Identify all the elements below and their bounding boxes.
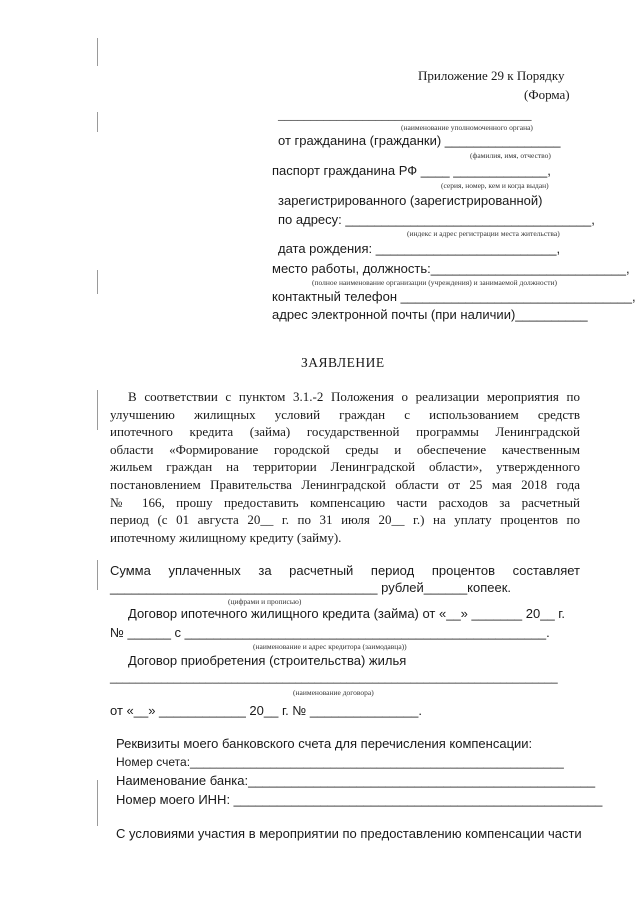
purchase-contract-label: Договор приобретения (строительства) жилья bbox=[128, 653, 407, 668]
passport-note: (серия, номер, кем и когда выдан) bbox=[441, 181, 549, 190]
scan-edge-mark bbox=[97, 780, 98, 826]
passport-field[interactable]: паспорт гражданина РФ ____ _____________, bbox=[272, 163, 551, 178]
body-line: улучшению жилищных условий граждан с использованием средств bbox=[110, 406, 580, 422]
mortgage-note: (наименование и адрес кредитора (заимодавца)) bbox=[253, 642, 407, 651]
scan-edge-mark bbox=[97, 390, 98, 430]
application-body bbox=[110, 388, 580, 546]
workplace-note: (полное наименование организации (учреждения) и занимаемой должности) bbox=[312, 278, 557, 287]
workplace-field[interactable]: место работы, должность:___________________________, bbox=[272, 261, 630, 276]
sum-note: (цифрами и прописью) bbox=[228, 597, 302, 606]
applicant-name-note: (фамилия, имя, отчество) bbox=[470, 151, 551, 160]
sum-line: Сумма уплаченных за расчетный период процентов составляет bbox=[110, 563, 580, 578]
body-line: № 166, прошу предоставить компенсацию части расходов за расчетный bbox=[110, 494, 580, 510]
scan-edge-mark bbox=[97, 270, 98, 294]
account-number-field[interactable]: Номер счета:________________________________________________________ bbox=[116, 755, 564, 769]
address-field[interactable]: по адресу: __________________________________, bbox=[278, 212, 595, 227]
bank-name-field[interactable]: Наименование банка:________________________________________________ bbox=[116, 773, 596, 788]
purchase-date-field[interactable]: от «__» ____________ 20__ г. № _______________. bbox=[110, 703, 422, 718]
body-line: период (с 01 августа 20__ г. по 31 июля 20__ г.) на уплату процентов по bbox=[110, 512, 580, 528]
inn-field[interactable]: Номер моего ИНН: ___________________________________________________ bbox=[116, 792, 603, 807]
body-line: постановлением Правительства Ленинградской области от 25 мая 2018 года bbox=[110, 476, 580, 492]
body-line: жильем граждан на территории Ленинградской области», утвержденного bbox=[110, 459, 580, 475]
address-note: (индекс и адрес регистрации места жительства) bbox=[407, 229, 560, 238]
mortgage-contract-field[interactable]: Договор ипотечного жилищного кредита (займа) от «__» _______ 20__ г. bbox=[128, 606, 566, 621]
body-line: В соответствии с пунктом 3.1.-2 Положения о реализации мероприятия по bbox=[128, 389, 580, 404]
phone-field[interactable]: контактный телефон ________________________________, bbox=[272, 289, 636, 304]
bank-heading: Реквизиты моего банковского счета для перечисления компенсации: bbox=[116, 736, 533, 751]
applicant-name-field[interactable]: от гражданина (гражданки) ________________ bbox=[278, 133, 561, 148]
scan-edge-mark bbox=[97, 112, 98, 132]
document-title: ЗАЯВЛЕНИЕ bbox=[301, 355, 385, 370]
purchase-note: (наименование договора) bbox=[293, 688, 374, 697]
body-line: области «Формирование городской среды и обеспечение качественным bbox=[110, 441, 580, 457]
sum-amount-field[interactable]: _____________________________________ рублей______копеек. bbox=[110, 580, 512, 595]
recipient-field[interactable]: _______________________________________ bbox=[278, 107, 532, 122]
body-line: ипотечному жилищному кредиту (займу). bbox=[110, 529, 342, 545]
scan-edge-mark bbox=[97, 560, 98, 590]
recipient-note: (наименование уполномоченного органа) bbox=[401, 123, 533, 132]
closing-text: С условиями участия в мероприятии по предоставлению компенсации части bbox=[116, 826, 582, 841]
scan-edge-mark bbox=[97, 38, 98, 66]
purchase-contract-field[interactable]: ______________________________________________________________________ bbox=[110, 672, 558, 684]
email-field[interactable]: адрес электронной почты (при наличии)__________ bbox=[272, 307, 588, 322]
appendix-header: Приложение 29 к Порядку bbox=[418, 68, 565, 83]
form-label: (Форма) bbox=[524, 87, 570, 102]
mortgage-creditor-field[interactable]: № ______ с __________________________________________________. bbox=[110, 625, 550, 640]
body-line: ипотечного кредита (займа) государственной программы Ленинградской bbox=[110, 424, 580, 440]
birth-date-field[interactable]: дата рождения: _________________________, bbox=[278, 241, 561, 256]
registered-label: зарегистрированного (зарегистрированной) bbox=[278, 193, 543, 208]
